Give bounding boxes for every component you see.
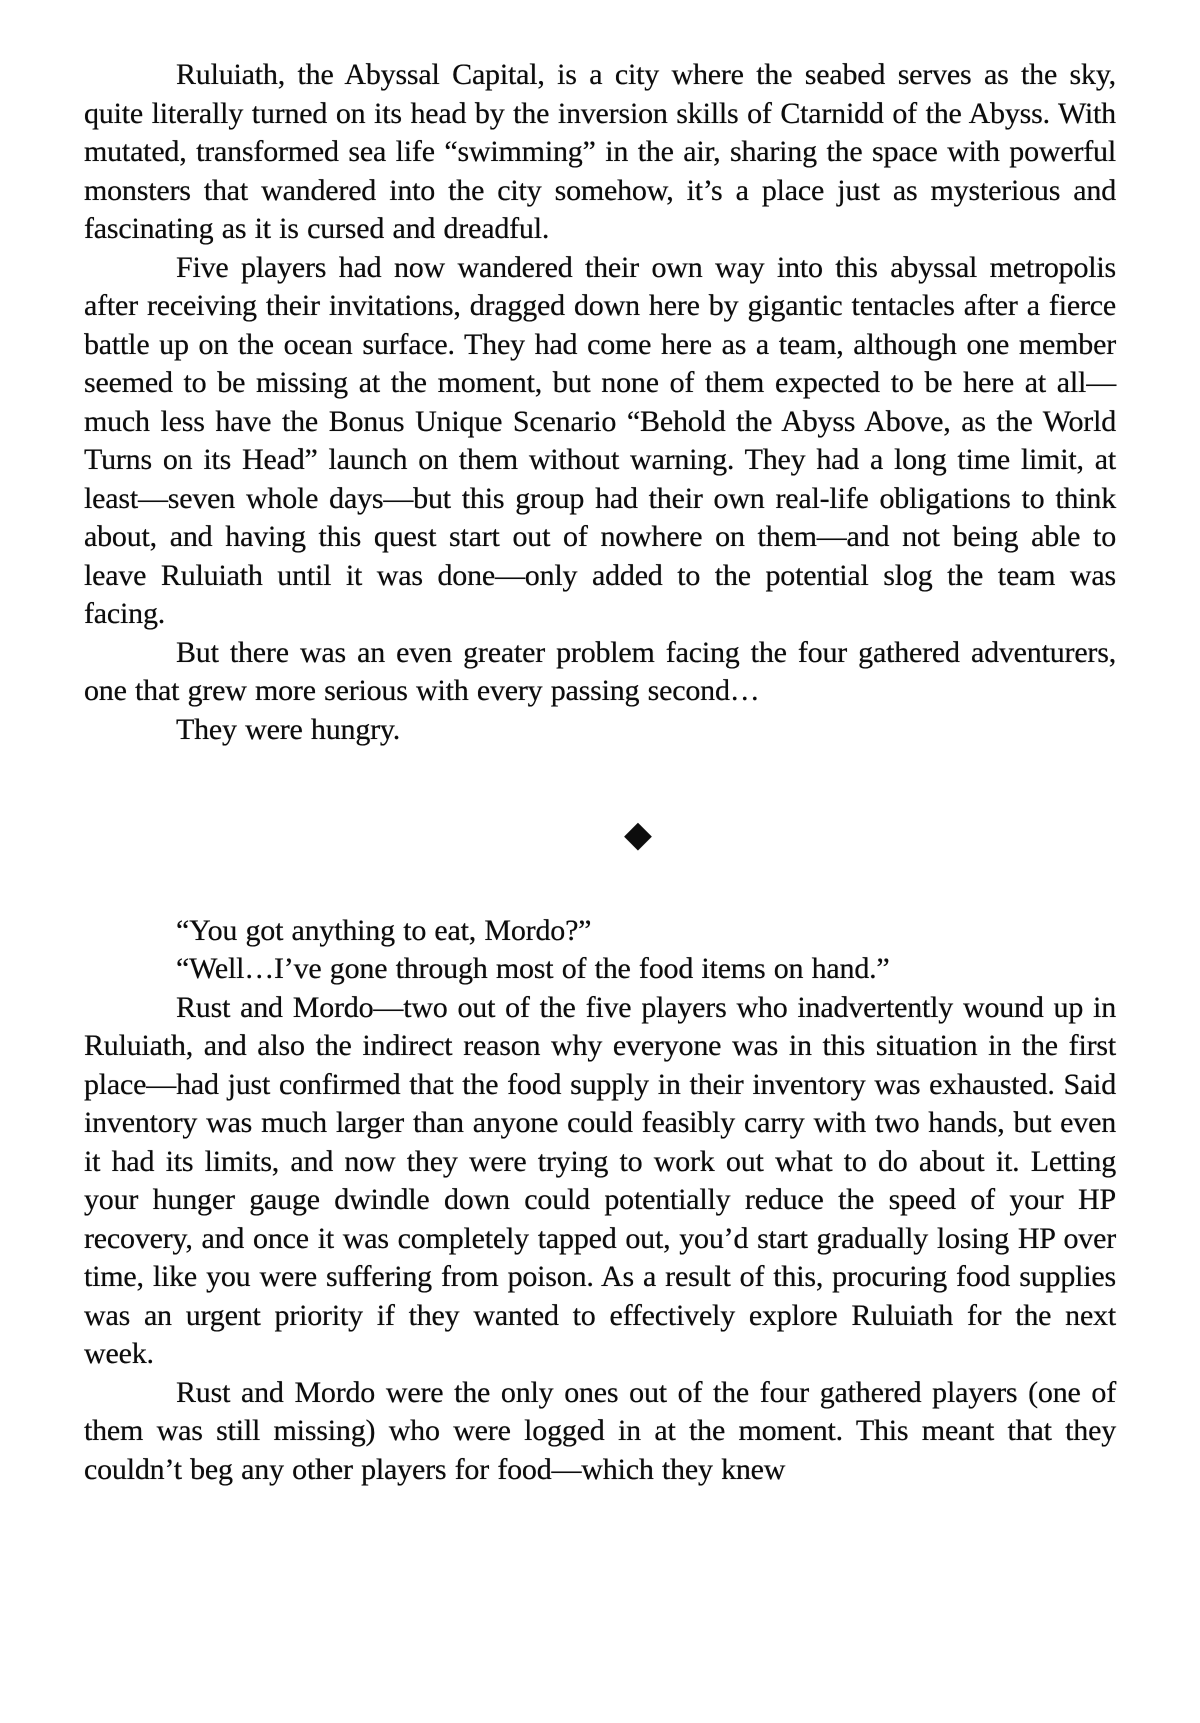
paragraph: “You got anything to eat, Mordo?” bbox=[176, 913, 592, 947]
paragraph: They were hungry. bbox=[176, 712, 401, 746]
paragraph: Rust and Mordo were the only ones out of the four gathered players (one of them was still missing) who were logged in at the moment. This meant that they couldn’t beg any other players for food—which they knew bbox=[84, 1375, 1116, 1486]
paragraph: Rust and Mordo—two out of the five players who inadvertently wound up in Ruluiath, and also the indirect reason why everyone was in this situation in the first place—had just confirmed that the food supply in their inventory was exhausted. Said inventory was much larger than anyone could feasibly carry with two hands, but even it had its limits, and now they were trying to work out what to do about it. Letting your hunger gauge dwindle down could potentially reduce the speed of your HP recovery, and once it was completely tapped out, you’d start gradually losing HP over time, like you were suffering from poison. As a result of this, procuring food supplies was an urgent priority if they wanted to effectively explore Ruluiath for the next week. bbox=[84, 990, 1116, 1370]
paragraph: Five players had now wandered their own way into this abyssal metropolis after receiving their invitations, dragged down here by gigantic tentacles after a fierce battle up on the ocean surface. They had come here as a team, although one member seemed to be missing at the moment, but none of them expected to be here at all—much less have the Bonus Unique Scenario “Behold the Abyss Above, as the World Turns on its Head” launch on them without warning. They had a long time limit, at least—seven whole days—but this group had their own real-life obligations to think about, and having this quest start out of nowhere on them—and not being able to leave Ruluiath until it was done—only added to the potential slog the team was facing. bbox=[84, 250, 1116, 630]
paragraph: Ruluiath, the Abyssal Capital, is a city where the seabed serves as the sky, quite literally turned on its head by the inversion skills of Ctarnidd of the Abyss. With mutated, transformed sea life “swimming” in the air, sharing the space with powerful monsters that wandered into the city somehow, it’s a place just as mysterious and fascinating as it is cursed and dreadful. bbox=[84, 58, 1116, 245]
paragraph: But there was an even greater problem facing the four gathered adventurers, one that grew more serious with every passing second… bbox=[84, 635, 1116, 707]
page-content bbox=[84, 56, 1116, 1489]
diamond-divider-icon: ◆ bbox=[624, 814, 652, 854]
section-divider bbox=[84, 749, 1116, 912]
paragraph: “Well…I’ve gone through most of the food items on hand.” bbox=[176, 952, 890, 985]
